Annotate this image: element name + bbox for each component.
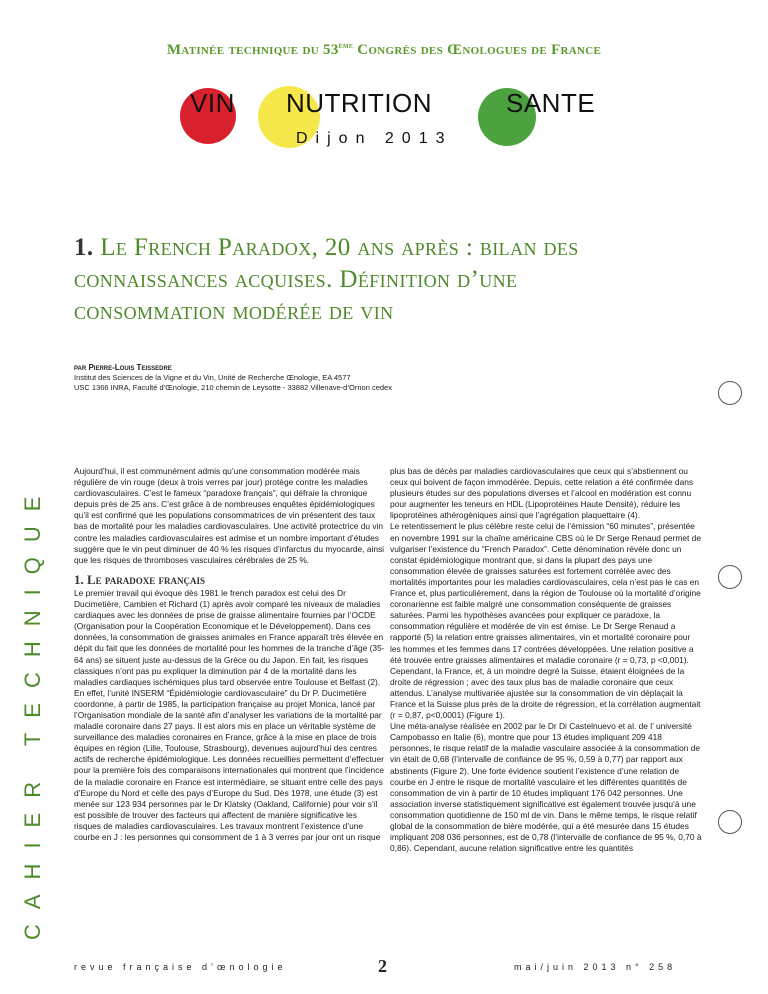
article-title — [74, 232, 634, 328]
issue-date: mai/juin 2013 n° 258 — [514, 962, 677, 972]
paragraph: En effet, l’unité INSERM “Épidémiologie cardiovasculaire” du Dr P. Ducimetière coordonne, à partir de 1985, la participation française au projet Monica, lancé par l’Organisation mondiale de la santé afin d’analyser les variations de la mortalité par maladie coronaire dans 27 pays. Il est alors mis en place un véritable système de surveillance des maladies coronaires en France, grâce à la mise en place de trois équipes en région (Lille, Toulouse, Strasbourg), devenues aujourd’hui des centres actifs de recherche épidémiologique. Les données recueillies permettent d’effectuer pour la première fois des comparaisons internationales qui montrent que l’incidence de la maladie coronaire en France est intermédiaire, se situant entre celle des pays d’Europe du Nord et celle des pays d’Europe du Sud. Dès 1978, une étude (3) est menée sur 123 934 personnes par le Dr Klatsky (Oakland, Californie) pour voir s’il est possible de trouver des facteurs qui affectent de manière significative les risques de maladies cardiovasculaires. Les travaux montrent l’existence d’une courbe en J : les personnes qui consomment de 1 à 3 verres par jour ont un risque — [74, 687, 385, 842]
event-logo — [166, 84, 602, 160]
congress-banner: Matinée technique du 53ème Congrès des Œnologues de France — [166, 40, 602, 58]
punch-hole-icon — [718, 565, 742, 589]
side-label: CAHIER TECHNIQUE — [20, 481, 45, 940]
text-column-left — [74, 466, 386, 843]
title-text: Le French Paradox, 20 ans après : bilan des connaissances acquises. Définition d’une consommation modérée de vin — [74, 234, 579, 325]
intro-paragraph: Aujourd’hui, il est communément admis qu’une consommation modérée mais régulière de vin rouge (deux à trois verres par jour) protège contre les maladies cardiovasculaires. C’est le fameux “paradoxe français”, qui défraie la chronique depuis près de 25 ans. C’est grâce à de nombreuses enquêtes épidémiologiques qu’il est confirmé que les populations consommatrices de vin présentent des taux bas de mortalité pour les maladies cardiovasculaires. Une activité protectrice du vin contre les maladies cardiovasculaires est admise et un nombre important d’études suggère que le vin peut diminuer de 40 % les risques d’infarctus du myocarde, ainsi que les risques de thromboses vasculaires cérébrales de 25 %. — [74, 466, 385, 565]
paragraph: Le premier travail qui évoque dès 1981 le french paradox est celui des Dr Ducimetière, Cambien et Richard (1) après avoir comparé les niveaux de maladies cardiaques avec les données de prise de graisse alimentaire fournies par l’OCDE (Organisation pour la Coopération Economique et le Développement). Dans ces données, la consommation de graisses animales en France apparaît très élevée en dépit du fait que les données de mortalité pour les hommes de la tranche d’âge (35-64 ans) se situent juste au-dessus de la Grèce ou du Japon. En fait, les risques classiques n’ont pas pu expliquer la diminution par 4 de la mortalité dans les maladies cardiaques ischémiques plus tard observée entre Toulouse et Belfast (2). — [74, 587, 385, 687]
title-number: 1. — [74, 234, 94, 261]
section-heading: 1. Le paradoxe français — [74, 571, 206, 587]
page-number: 2 — [378, 956, 387, 976]
author-name: par Pierre-Louis Teissedre — [74, 363, 172, 372]
paragraph: Le retentissement le plus célèbre reste celui de l’émission “60 minutes”, présentée en novembre 1991 sur la chaîne américaine CBS où le Dr Serge Renaud permet de vulgariser l’existence du “French Paradox”. Cette dénomination révèle donc un constat épidémiologique montrant que, si dans la plupart des pays une consommation élevée de graisses saturées est fortement corrélée avec des mortalités importantes pour les maladies cardiovasculaires, cela n’est pas le cas en France et, plus particulièrement, dans la région de Toulouse où la mortalité d’origine coronarienne est faible malgré une consommation conséquente de graisses saturées. Parmi les hypothèses avancées pour expliquer ce paradoxe, la consommation régulière et modérée de vin est émise. Le Dr Serge Renaud a rapporté (5) la relation entre graisses alimentaires, vin et mortalité coronaire pour les hommes et les femmes dans 17 contrées développées. Une relation positive a été trouvée entre graisses alimentaires et maladie coronaire (r = 0,73, p <0,001). Cependant, la France, et, à un moindre degré la Suisse, étaient éloignées de la droite de régression ; avec des taux plus bas de maladie coronaire que ceux attendus. L’analyse multivariée ajustée sur la consommation de vin déplaçait la France et la Suisse plus près de la droite de régression, et la corrélation augmentait (r = 0,87, p<0,0001) (Figure 1). — [390, 521, 701, 721]
author-affiliation-2: USC 1366 INRA, Faculté d’Œnologie, 210 chemin de Leysotte - 33882 Villenave-d’Ornon cedex — [74, 383, 392, 392]
journal-name: revue française d’œnologie — [74, 962, 287, 972]
punch-hole-icon — [718, 810, 742, 834]
paragraph: Une méta-analyse réalisée en 2002 par le Dr Di Castelnuevo et al. de l’ université Campobasso en Italie (6), montre que pour 13 études impliquant 209 418 personnes, le risque relatif de la maladie vasculaire associée à la consommation de vin était de 0,68 (l’intervalle de confiance de 95 %, 0,59 à 0,77) par rapport aux abstinents (Figure 2). Une forte évidence soutient l’existence d’une relation de courbe en J entre le risque de mortalité vasculaire et les différentes quantités de consommation de vin à partir de 10 études impliquant 176 042 personnes. Une association inverse statistiquement significative est également trouvée jusqu’à une consommation quotidienne de 150 ml de vin. Dans le même temps, le risque relatif global de la consommation de bière modérée, qui a été mesurée dans 15 études impliquant 208 036 personnes, est de 0,78 (l’intervalle de confiance de 95 %, 0,70 à 0,86). Cependant, aucune relation significative entre les quantités — [390, 721, 702, 854]
logo-subtitle: Dijon 2013 — [296, 130, 453, 147]
author-affiliation-1: Institut des Sciences de la Vigne et du Vin, Unité de Recherche Œnologie, EA 4577 — [74, 373, 351, 382]
author-block — [74, 363, 674, 393]
logo-word-vin: VIN — [190, 88, 235, 118]
paragraph: plus bas de décès par maladies cardiovasculaires que ceux qui s’abstiennent ou ceux qui boivent de façon immodérée. Depuis, cette relation a été confirmée dans plusieurs études sur des populations diverses et l’alcool en modération est connu pour augmenter les teneurs en HDL (Lipoprotéines Haute Densité), réduire les lipoprotéines athérogèniques ainsi que l’agrégation plaquettaire (4). — [390, 466, 694, 521]
logo-word-nutrition: NUTRITION — [286, 88, 433, 118]
logo-word-sante: SANTE — [506, 88, 596, 118]
punch-hole-icon — [718, 381, 742, 405]
text-column-right — [390, 466, 702, 854]
